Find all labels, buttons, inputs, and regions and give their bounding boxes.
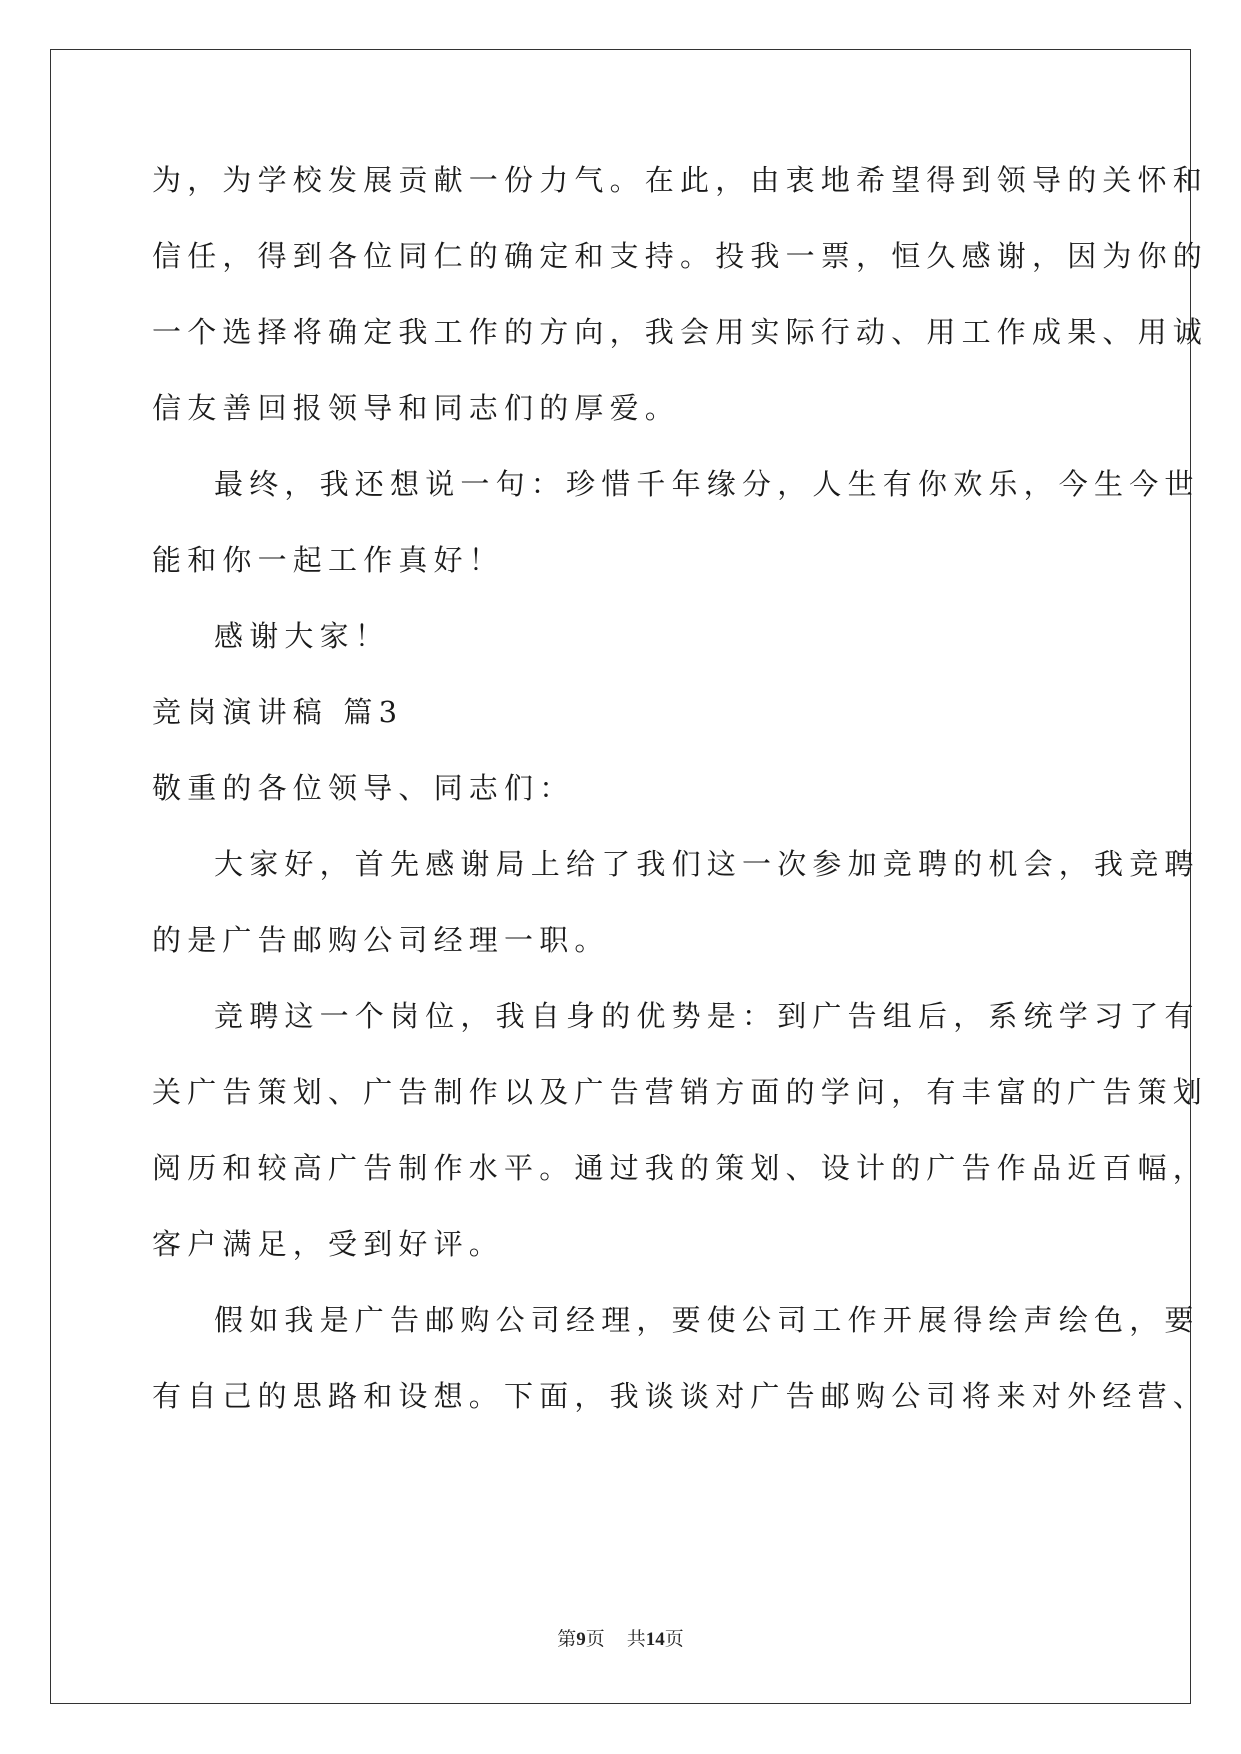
paragraph-line: 有自己的思路和设想。下面，我谈谈对广告邮购公司将来对外经营、 — [152, 1379, 1209, 1413]
paragraph-line: 感谢大家！ — [214, 619, 391, 653]
page-footer — [0, 1624, 1241, 1651]
paragraph-line: 最终，我还想说一句：珍惜千年缘分，人生有你欢乐，今生今世 — [214, 467, 1200, 501]
paragraph-line: 竞聘这一个岗位，我自身的优势是：到广告组后，系统学习了有 — [214, 999, 1200, 1033]
total-pages: 14 — [645, 1629, 665, 1650]
paragraph-line: 大家好，首先感谢局上给了我们这一次参加竞聘的机会，我竞聘 — [214, 847, 1200, 881]
paragraph-line: 能和你一起工作真好！ — [152, 543, 505, 577]
total-suffix: 页 — [664, 1629, 684, 1650]
salutation: 敬重的各位领导、同志们： — [152, 771, 575, 805]
paragraph-line: 一个选择将确定我工作的方向，我会用实际行动、用工作成果、用诚 — [152, 315, 1209, 349]
paragraph-line: 假如我是广告邮购公司经理，要使公司工作开展得绘声绘色，要 — [214, 1303, 1200, 1337]
total-prefix: 共 — [626, 1629, 646, 1650]
paragraph-line: 信友善回报领导和同志们的厚爱。 — [152, 391, 681, 425]
paragraph-line: 阅历和较高广告制作水平。通过我的策划、设计的广告作品近百幅， — [152, 1151, 1209, 1185]
paragraph-line: 客户满足，受到好评。 — [152, 1227, 505, 1261]
paragraph-line: 信任，得到各位同仁的确定和支持。投我一票，恒久感谢，因为你的 — [152, 239, 1209, 273]
page-suffix: 页 — [585, 1629, 605, 1650]
paragraph-line: 关广告策划、广告制作以及广告营销方面的学问，有丰富的广告策划 — [152, 1075, 1209, 1109]
paragraph-line: 的是广告邮购公司经理一职。 — [152, 923, 610, 957]
page-prefix: 第 — [557, 1629, 577, 1650]
paragraph-line: 为，为学校发展贡献一份力气。在此，由衷地希望得到领导的关怀和 — [152, 163, 1209, 197]
page-number: 9 — [576, 1629, 586, 1650]
section-heading: 竞岗演讲稿 篇3 — [152, 695, 404, 729]
